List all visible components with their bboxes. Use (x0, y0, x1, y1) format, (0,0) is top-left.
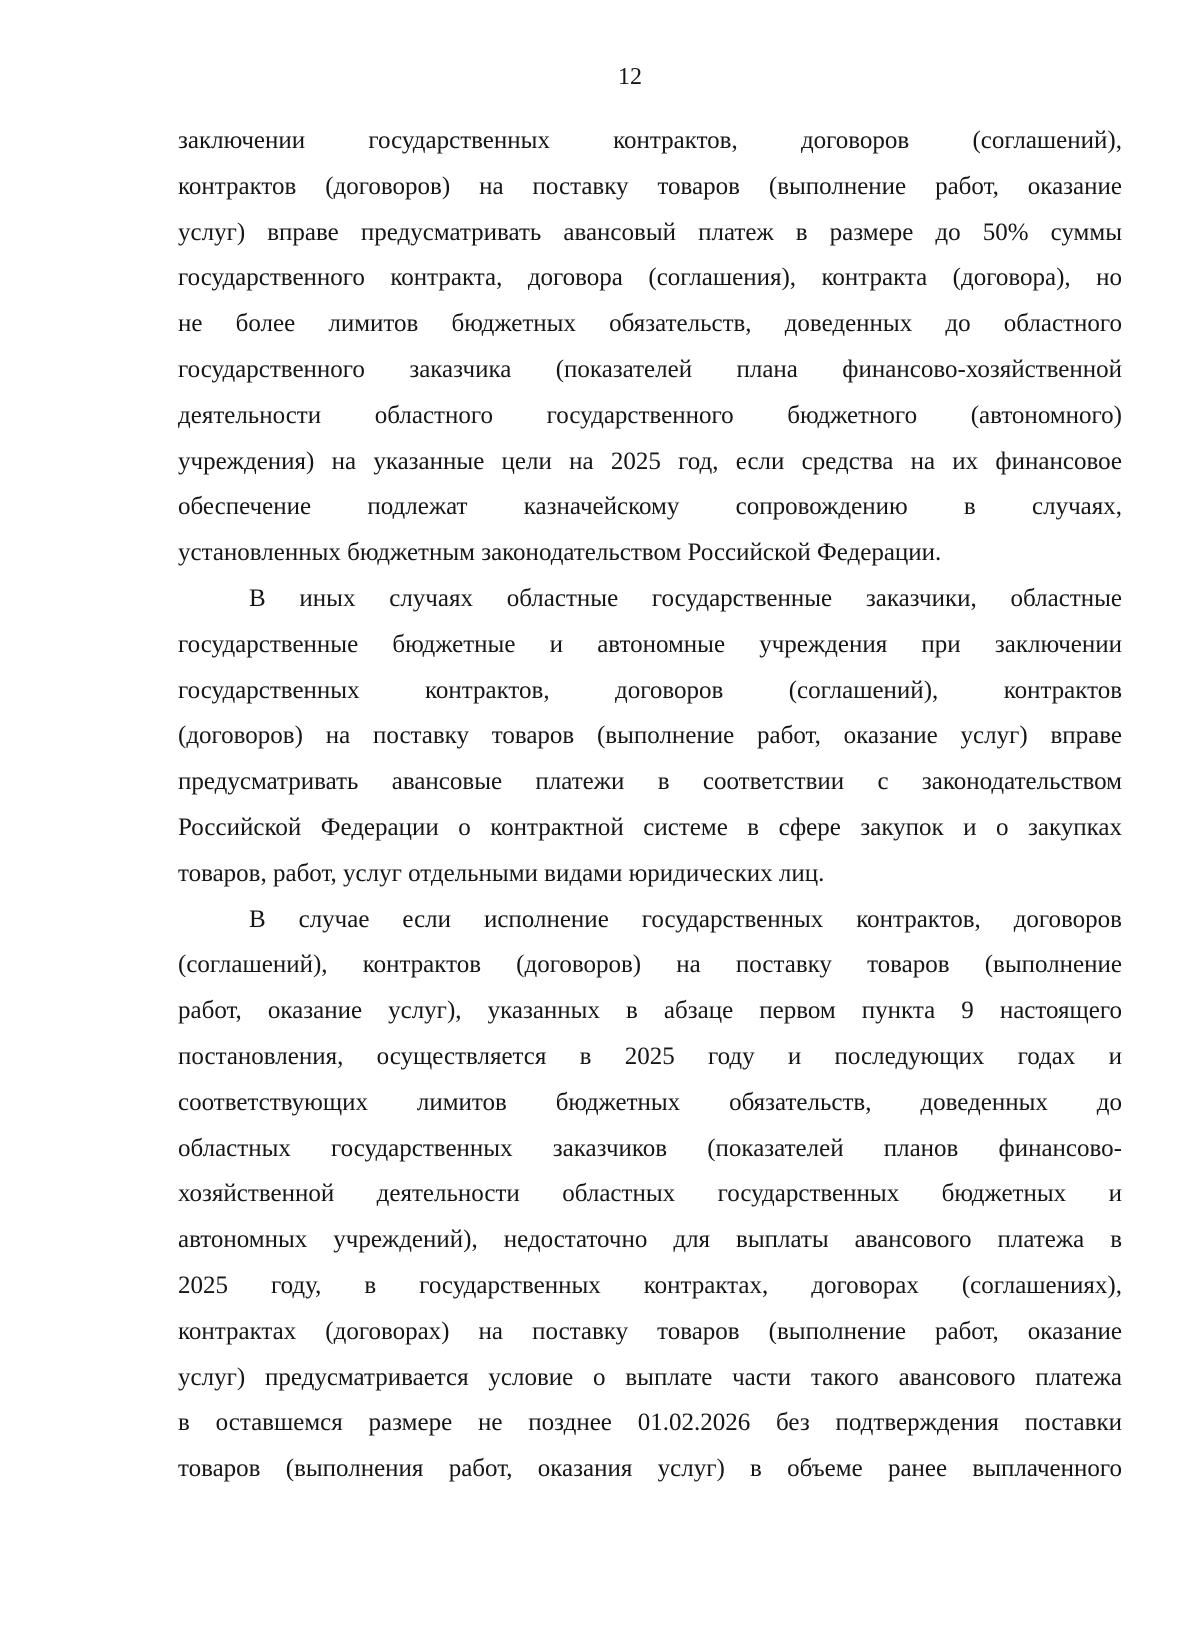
text-line: товаров (выполнения работ, оказания услуг) в объеме ранее выплаченного (178, 1455, 1122, 1483)
page-number: 12 (618, 64, 642, 90)
text-line: областных государственных заказчиков (показателей планов финансово- (178, 1134, 1122, 1162)
text-line: контрактов (договоров) на поставку товаров (выполнение работ, оказание (178, 172, 1122, 200)
text-line: государственные бюджетные и автономные учреждения при заключении (178, 630, 1122, 658)
paragraph-1 (178, 118, 1122, 576)
text-line: в оставшемся размере не позднее 01.02.2026 без подтверждения поставки (178, 1409, 1122, 1437)
body-text (178, 118, 1122, 1492)
text-line: (соглашений), контрактов (договоров) на поставку товаров (выполнение (178, 951, 1122, 979)
text-line: учреждения) на указанные цели на 2025 год, если средства на их финансовое (178, 447, 1122, 475)
text-line: работ, оказание услуг), указанных в абзаце первом пункта 9 настоящего (178, 997, 1122, 1025)
paragraph-2 (178, 576, 1122, 897)
text-line: заключении государственных контрактов, договоров (соглашений), (178, 127, 1122, 154)
text-line: предусматривать авансовые платежи в соответствии с законодательством (178, 768, 1122, 796)
text-line: обеспечение подлежат казначейскому сопровождению в случаях, (178, 493, 1122, 521)
text-line: государственных контрактов, договоров (соглашений), контрактов (178, 676, 1122, 704)
text-line: деятельности областного государственного бюджетного (автономного) (178, 401, 1122, 429)
text-line: государственного контракта, договора (соглашения), контракта (договора), но (178, 264, 1122, 292)
text-line: государственного заказчика (показателей плана финансово-хозяйственной (178, 355, 1122, 383)
paragraph-3 (178, 897, 1122, 1492)
text-line: постановления, осуществляется в 2025 году и последующих годах и (178, 1042, 1122, 1070)
text-line: товаров, работ, услуг отдельными видами юридических лиц. (178, 859, 825, 887)
text-line: Российской Федерации о контрактной системе в сфере закупок и о закупках (178, 813, 1122, 841)
text-line: 2025 году, в государственных контрактах, договорах (соглашениях), (178, 1271, 1122, 1299)
text-line: соответствующих лимитов бюджетных обязательств, доведенных до (178, 1088, 1122, 1116)
text-line: контрактах (договорах) на поставку товаров (выполнение работ, оказание (178, 1317, 1122, 1345)
text-line: не более лимитов бюджетных обязательств, доведенных до областного (178, 310, 1122, 338)
text-line: В случае если исполнение государственных контрактов, договоров (249, 905, 1122, 933)
text-line: услуг) предусматривается условие о выплате части такого авансового платежа (178, 1363, 1122, 1391)
text-line: В иных случаях областные государственные заказчики, областные (249, 584, 1122, 612)
text-line: (договоров) на поставку товаров (выполнение работ, оказание услуг) вправе (178, 722, 1122, 750)
text-line: установленных бюджетным законодательством Российской Федерации. (178, 539, 942, 567)
text-line: услуг) вправе предусматривать авансовый платеж в размере до 50% суммы (178, 218, 1122, 246)
text-line: хозяйственной деятельности областных государственных бюджетных и (178, 1180, 1122, 1208)
text-line: автономных учреждений), недостаточно для выплаты авансового платежа в (178, 1226, 1122, 1254)
